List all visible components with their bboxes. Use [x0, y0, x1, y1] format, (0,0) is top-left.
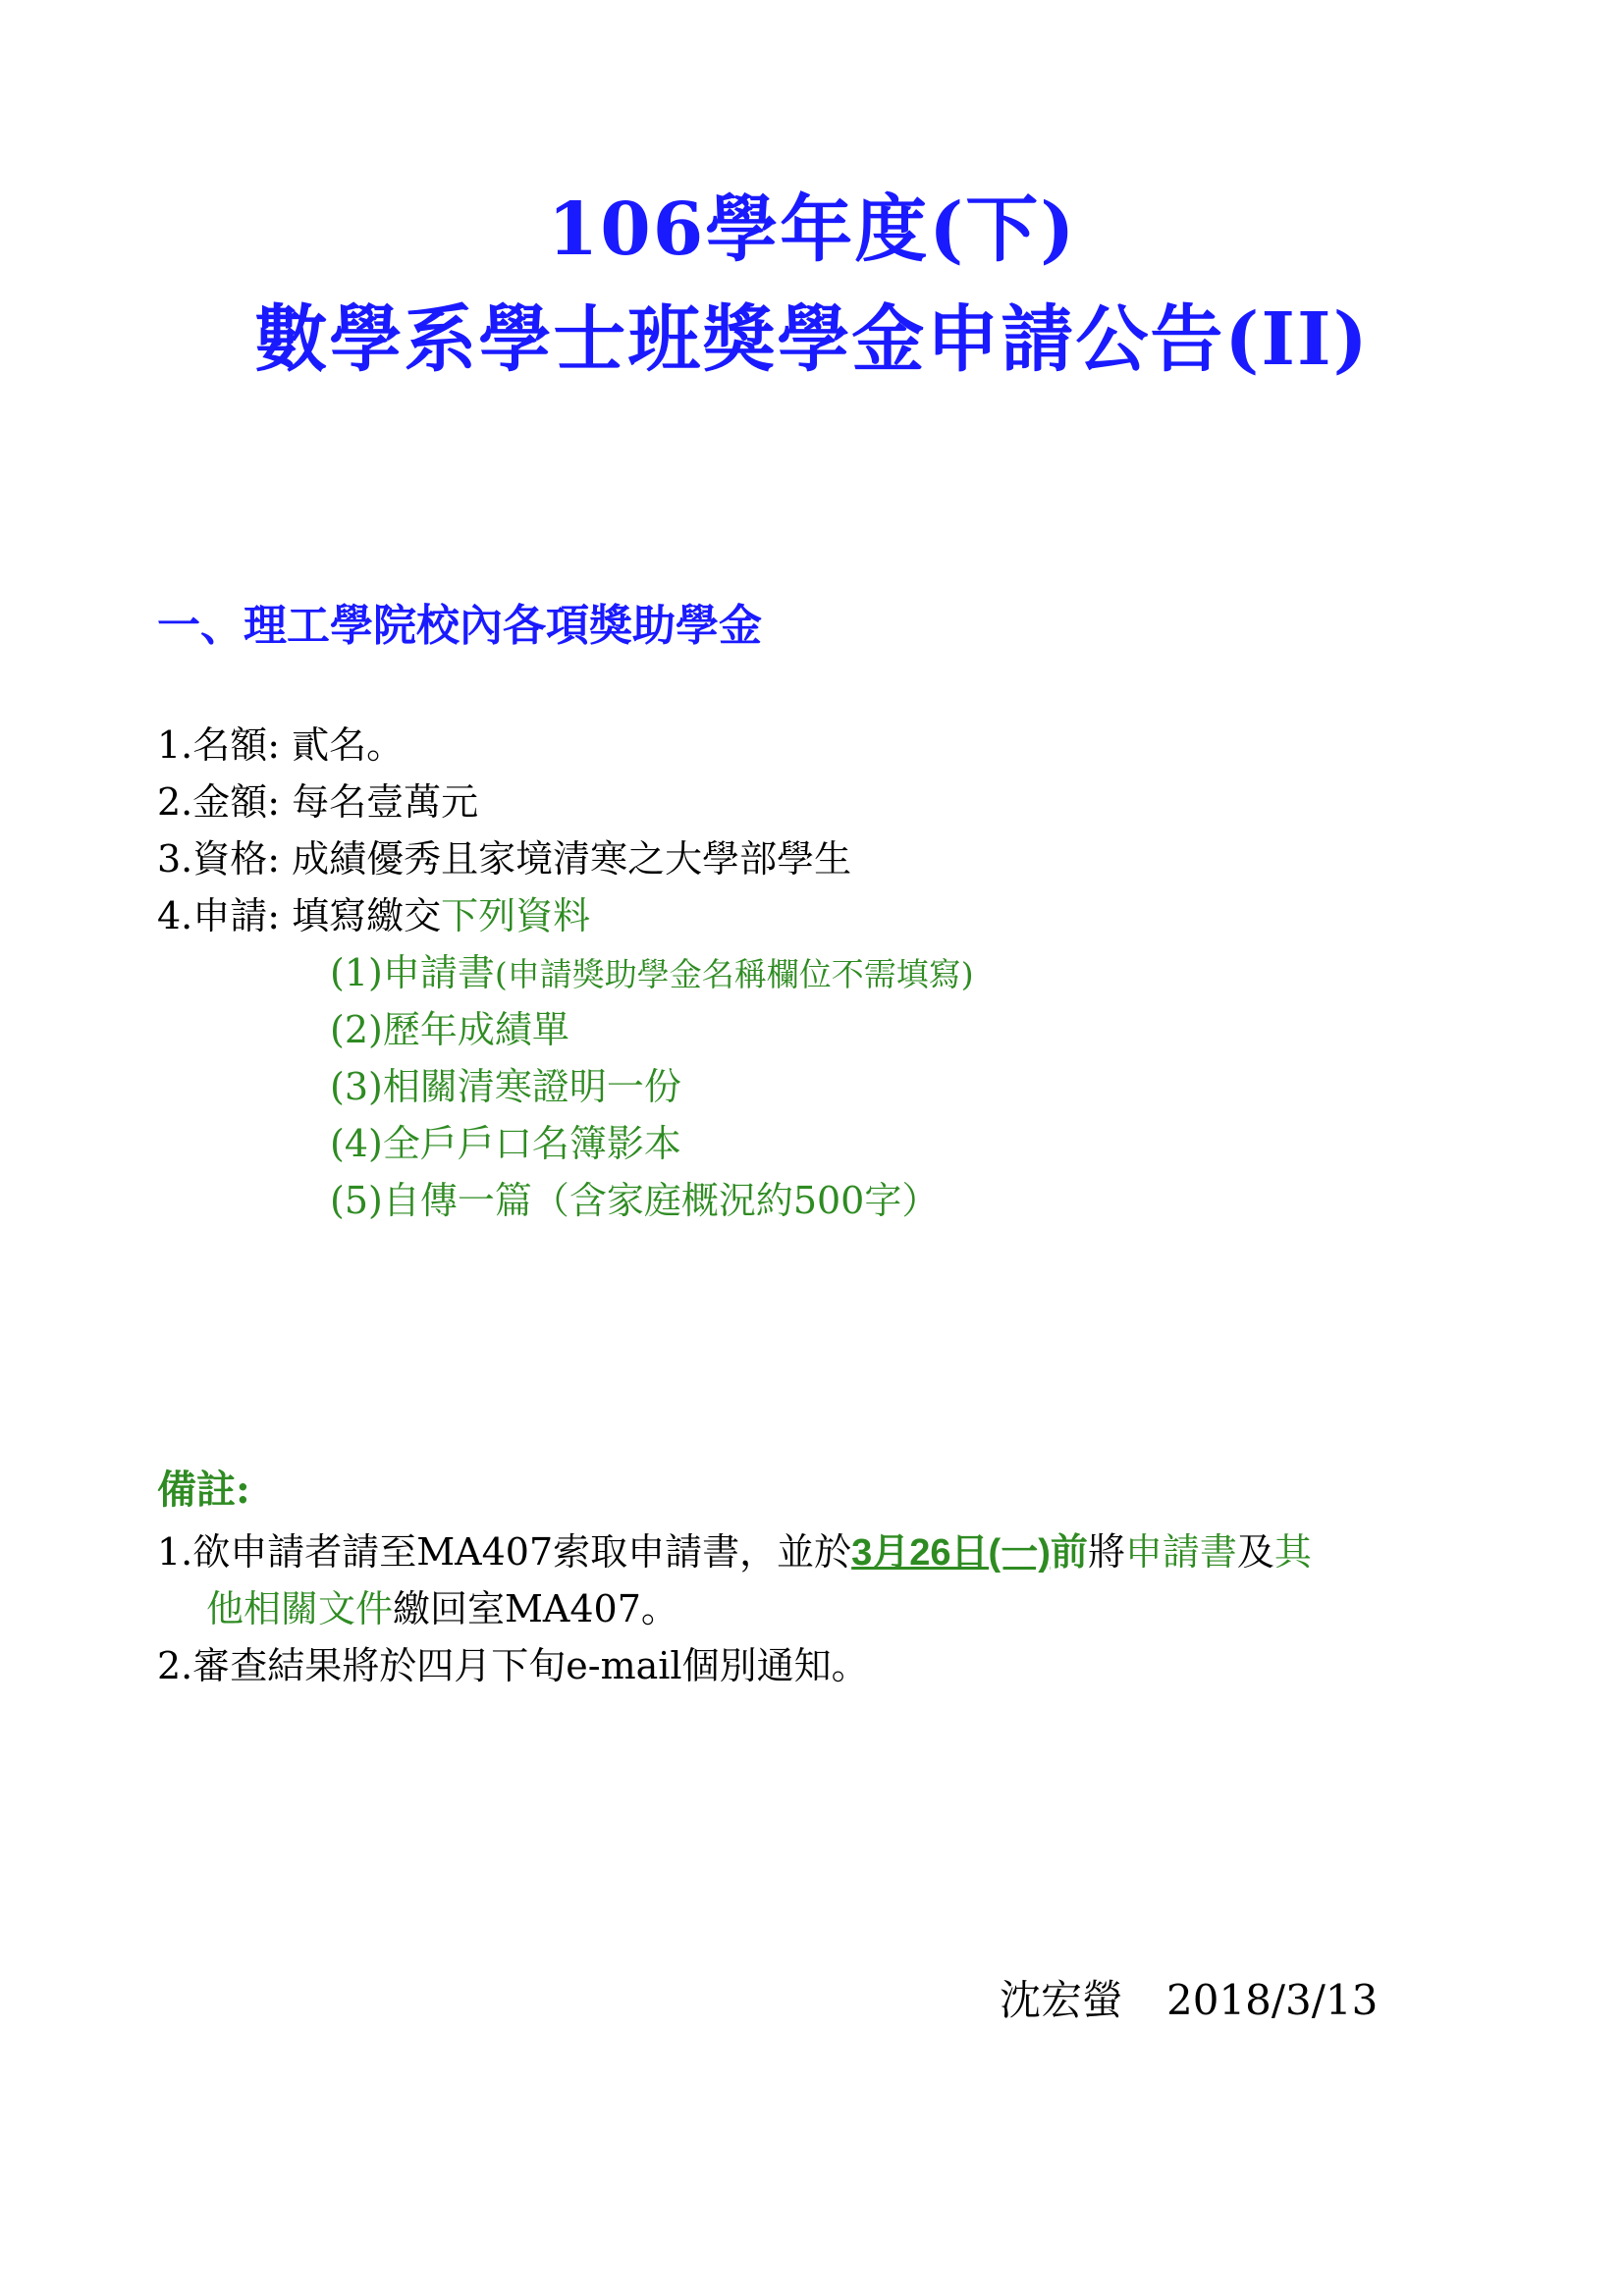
detail-value: 成績優秀且家境清寒之大學部學生	[292, 837, 852, 881]
notes-list	[157, 1524, 1312, 1695]
detail-value: 每名壹萬元	[292, 780, 479, 824]
document-name: (1)申請書	[330, 951, 495, 994]
detail-value-highlight: 下列資料	[441, 894, 591, 937]
other-documents: 其	[1273, 1530, 1312, 1574]
document-name: (5)自傳一篇（含家庭概況約500字）	[330, 1179, 940, 1222]
detail-item-amount	[157, 774, 974, 830]
form-name: 申請書	[1124, 1530, 1237, 1574]
note-line	[157, 1524, 1312, 1581]
other-documents: 他相關文件	[206, 1587, 394, 1630]
section-heading: 一、理工學院校內各項獎助學金	[157, 601, 762, 651]
document-name: (2)歷年成績單	[330, 1008, 569, 1051]
detail-value: 貳名。	[292, 723, 405, 767]
list-item	[330, 1058, 974, 1115]
note-line	[157, 1581, 1312, 1638]
signature-date: 2018/3/13	[1166, 1976, 1379, 2024]
list-item	[330, 1115, 974, 1172]
detail-item-eligibility	[157, 830, 974, 887]
list-item	[330, 1001, 974, 1058]
detail-label: 2.金額:	[157, 780, 281, 824]
note-text: 繳回室MA407。	[393, 1587, 678, 1630]
detail-item-application	[157, 887, 974, 944]
deadline-before: 前	[1050, 1529, 1088, 1574]
note-text: 將	[1087, 1530, 1125, 1574]
announcement-title	[0, 175, 1624, 395]
signer-name: 沈宏螢	[1000, 1976, 1124, 2024]
note-text: 及	[1236, 1530, 1274, 1574]
note-text: 1.欲申請者請至MA407索取申請書，並於	[157, 1530, 852, 1574]
note-item-2: 2.審查結果將於四月下旬e-mail個別通知。	[157, 1644, 869, 1687]
note-item-1	[157, 1524, 1312, 1638]
notes-heading: 備註:	[157, 1467, 250, 1513]
title-line-1: 106學年度(下)	[547, 187, 1077, 272]
document-name: (3)相關清寒證明一份	[330, 1065, 681, 1108]
document-name: (4)全戶戶口名簿影本	[330, 1122, 681, 1165]
scholarship-details	[157, 717, 974, 1229]
signature	[1000, 1971, 1378, 2030]
detail-label: 3.資格:	[157, 837, 281, 881]
detail-value: 填寫繳交	[292, 894, 442, 937]
deadline-date: 3月26日(一)	[851, 1532, 1051, 1574]
list-item	[330, 944, 974, 1001]
detail-label: 4.申請:	[157, 894, 281, 937]
detail-item-quota	[157, 717, 974, 774]
detail-label: 1.名額:	[157, 723, 281, 767]
required-documents-list	[157, 944, 974, 1229]
list-item	[330, 1172, 974, 1229]
document-note: (申請獎助學金名稱欄位不需填寫)	[494, 955, 974, 993]
title-line-2: 數學系學士班獎學金申請公告(II)	[254, 297, 1370, 382]
